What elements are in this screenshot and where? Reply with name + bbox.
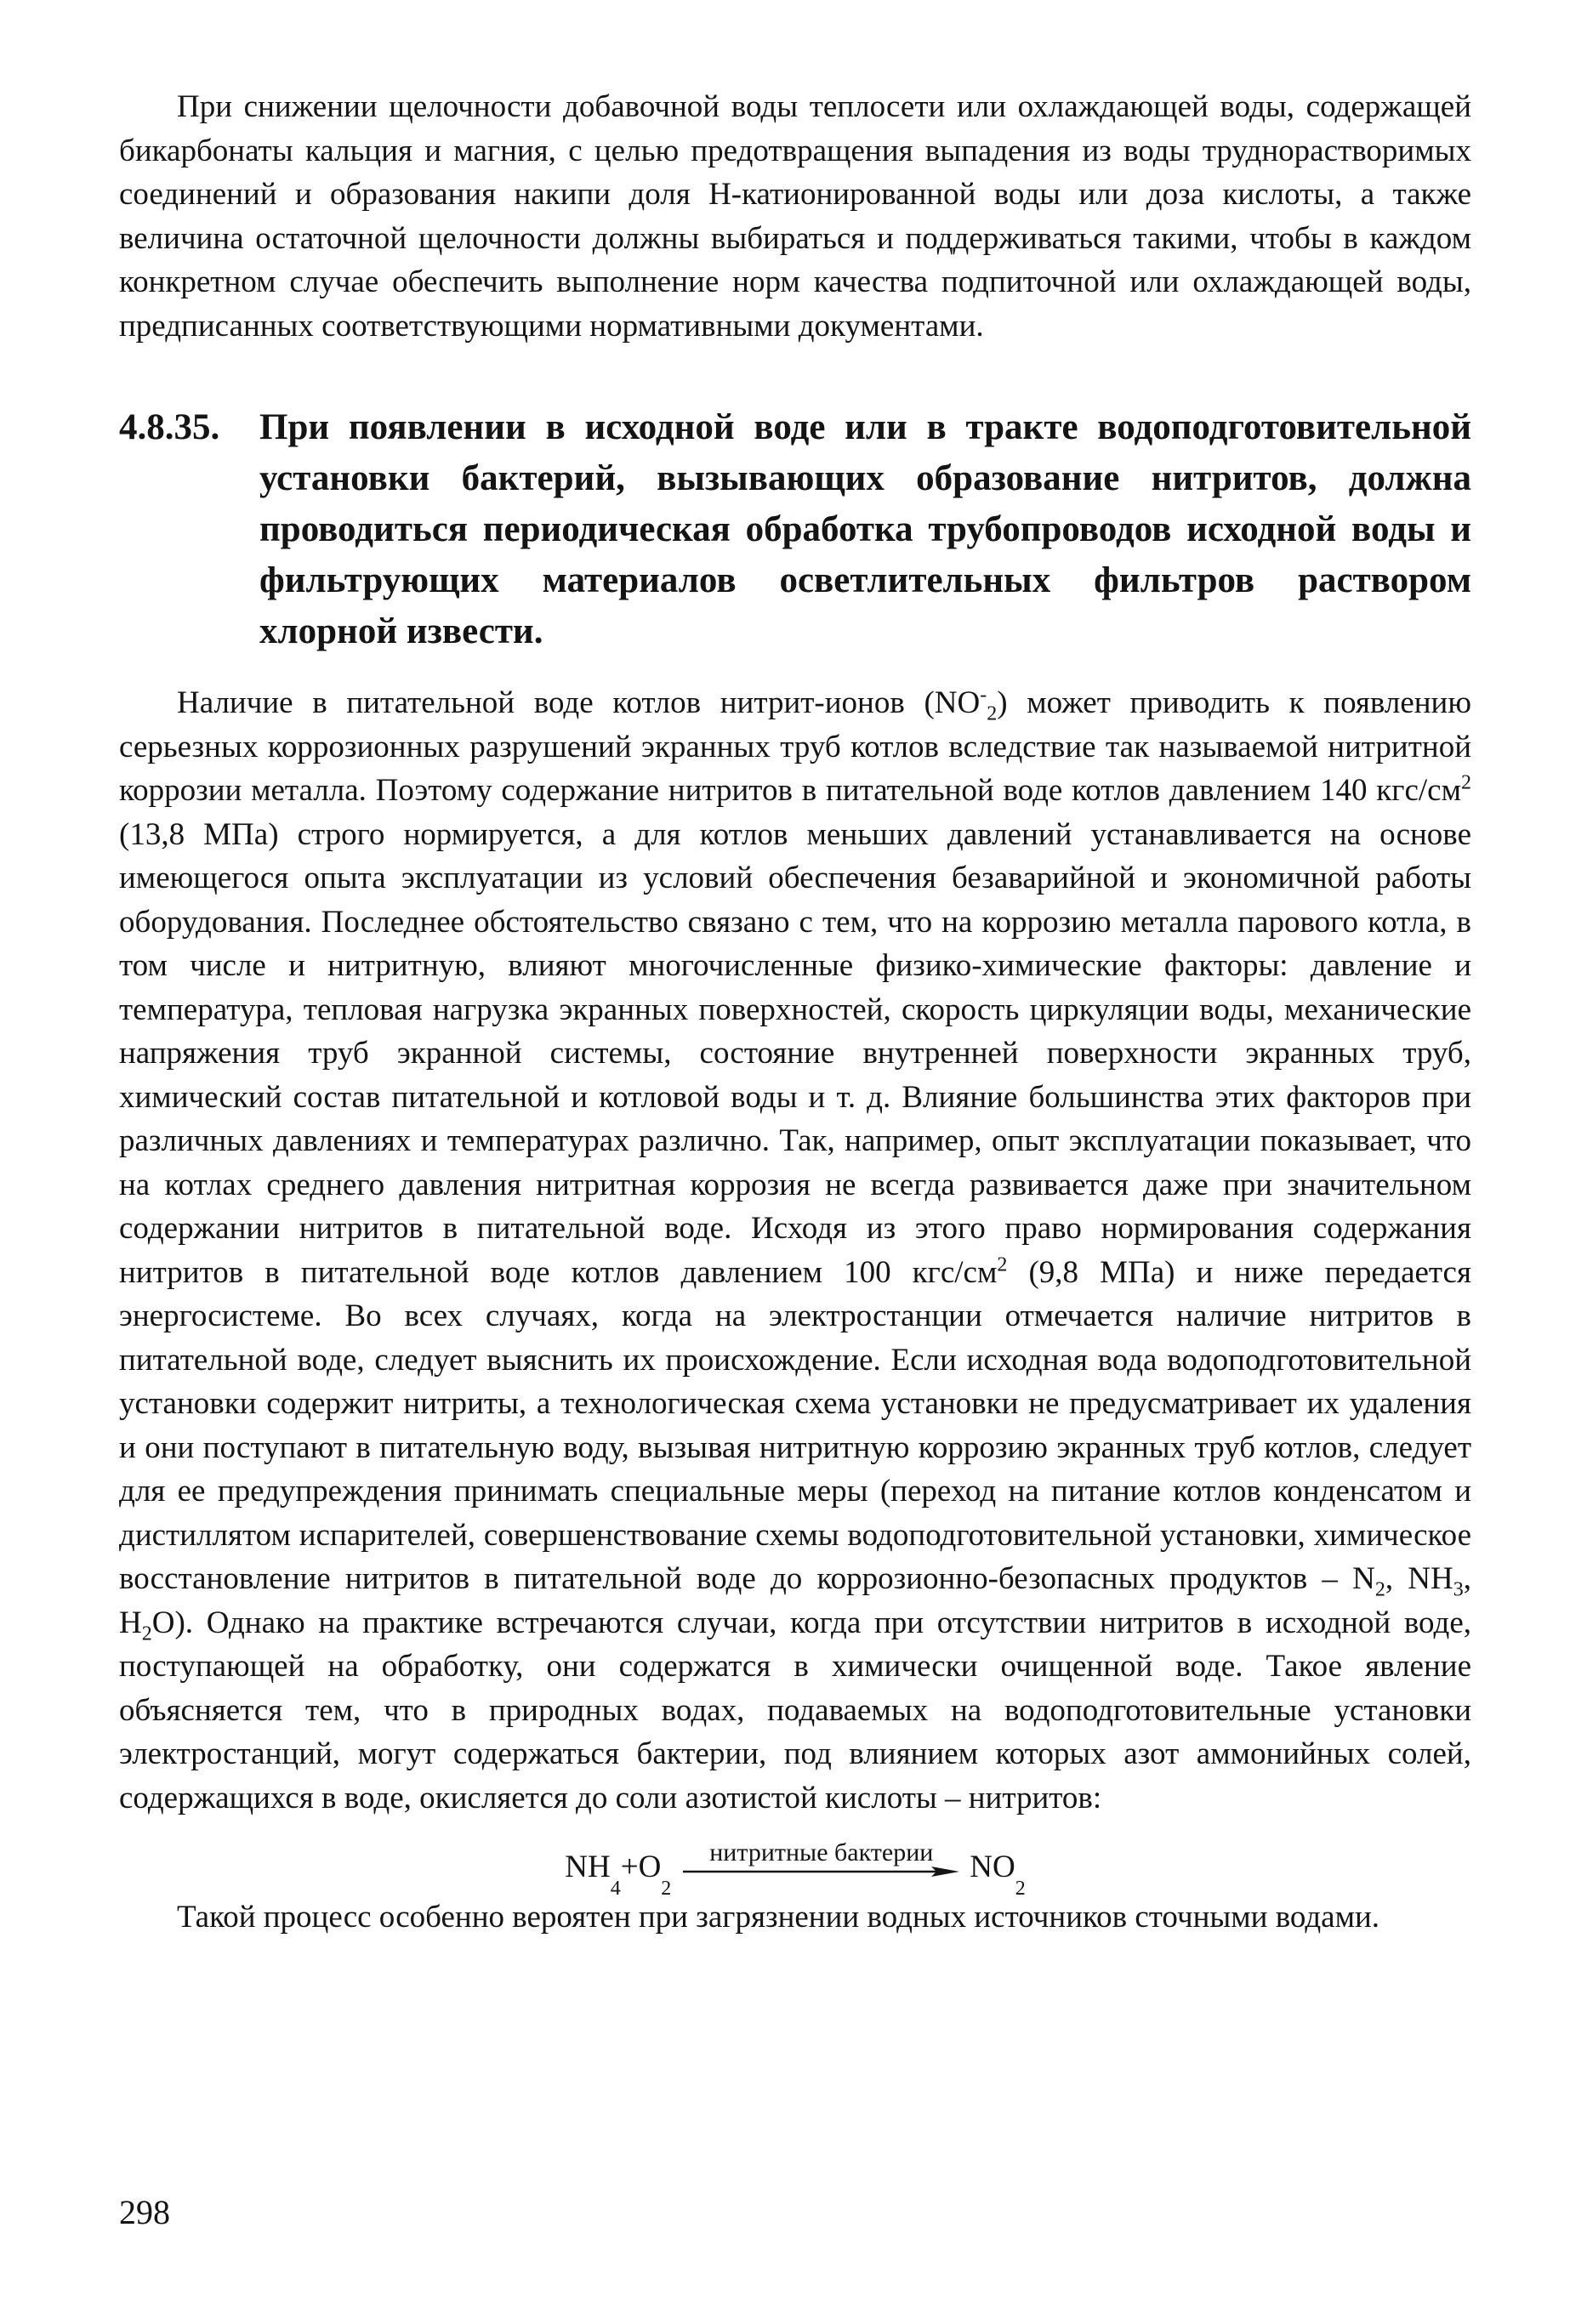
body-text-a: Наличие в питательной воде котлов нитрит-ионов (NO <box>177 685 981 720</box>
subscript-n2: 2 <box>1374 1578 1385 1601</box>
subscript-nh3: 3 <box>1453 1578 1464 1601</box>
subscript-2: 2 <box>987 702 998 725</box>
reaction-arrow <box>683 1839 959 1877</box>
page-number: 298 <box>119 2193 170 2231</box>
body-text-d: (9,8 МПа) и ниже передается энергосистеме. Во всех случаях, когда на электростанции отмечается наличие нитритов в питательной воде, следует выяснить их происхождение. Если исходная вода водоподготовительной установки содержит нитриты, а технологическая схема установки не предусматривает их удаления и они поступают в питательную воду, вызывая нитритную коррозию экранных труб котлов, следует для ее предупреждения принимать специальные меры (переход на питание котлов конденсатом и дистиллятом испарителей, совершенствование схемы водоподготовительной установки, химическое восстановление нитритов в питательной воде до коррозионно-безопасных продуктов – N <box>119 1254 1471 1596</box>
body-text-b: ) может приводить к появлению серьезных коррозионных разрушений экранных труб котлов вследствие так называемой нитритной коррозии металла. Поэтому содержание нитритов в питательной воде котлов давлением 140 кгс/см <box>119 685 1471 808</box>
arrow-label: нитритные бактерии <box>709 1838 934 1867</box>
superscript-2: 2 <box>1461 771 1471 794</box>
section-heading <box>119 402 1471 657</box>
formula-plus: +O <box>620 1850 662 1884</box>
superscript-2b: 2 <box>997 1253 1008 1276</box>
body-text-c: (13,8 МПа) строго нормируется, а для котлов меньших давлений устанавливается на основе имеющегося опыта эксплуатации из условий обеспечения безаварийной и экономичной работы оборудования. Последнее обстоятельство связано с тем, что на коррозию металла парового котла, в том числе и нитритную, влияют многочисленные физико-химические факторы: давление и температура, тепловая нагрузка экранных поверхностей, скорость циркуляции воды, механические напряжения труб экранной системы, состояние внутренней поверхности экранных труб, химический состав питательной и котловой воды и т. д. Влияние большинства этих факторов при различных давлениях и температурах различно. Так, например, опыт эксплуатации показывает, что на котлах среднего давления нитритная коррозия не всегда развивается даже при значительном содержании нитритов в питательной воде. Исходя из этого право нормирования содержания нитритов в питательной воде котлов давлением 100 кгс/см <box>119 816 1471 1290</box>
superscript-minus: - <box>980 684 987 707</box>
section-number: 4.8.35. <box>119 407 220 447</box>
formula-reactant1: NH <box>565 1850 611 1884</box>
section-text: При появлении в исходной воде или в тракте водоподготовительной установки бактерий, вызывающих образование нитритов, должна проводиться периодическая обработка трубопроводов исходной воды и фильтрующих материалов осветлительных фильтров раствором хлорной извести. <box>259 407 1471 651</box>
formula-product: NO <box>970 1850 1015 1884</box>
body-text-g: O). Однако на практике встречаются случаи, когда при отсутствии нитритов в исходной воде, поступающей на обработку, они содержатся в химически очищенной воде. Такое явление объясняется тем, что в природных водах, подаваемых на водоподготовительные установки электростанций, могут содержаться бактерии, под влиянием которых азот аммонийных солей, содержащихся в воде, окисляется до соли азотистой кислоты – нитритов: <box>119 1605 1471 1815</box>
body-text-f: , H <box>119 1561 1471 1640</box>
chemical-formula: NH 4 +O 2 нитритные бактерии NO 2 <box>565 1838 1026 1900</box>
right-arrow-icon <box>683 1867 959 1877</box>
intro-paragraph: При снижении щелочности добавочной воды теплосети или охлаждающей воды, содержащей бикарбонаты кальция и магния, с целью предотвращения выпадения из воды труднорастворимых соединений и образования накипи доля Н-катионированной воды или доза кислоты, а также величина остаточной щелочности должны выбираться и поддерживаться такими, чтобы в каждом конкретном случае обеспечить выполнение норм качества подпиточной или охлаждающей воды, предписанных соответствующими нормативными документами. <box>119 89 1471 344</box>
page-content <box>119 85 1471 1940</box>
body-text-e: , NH <box>1385 1561 1453 1596</box>
body-paragraph <box>119 681 1471 1820</box>
subscript-h2o: 2 <box>141 1622 152 1645</box>
closing-paragraph: Такой процесс особенно вероятен при загрязнении водных источников сточными водами. <box>177 1900 1380 1935</box>
